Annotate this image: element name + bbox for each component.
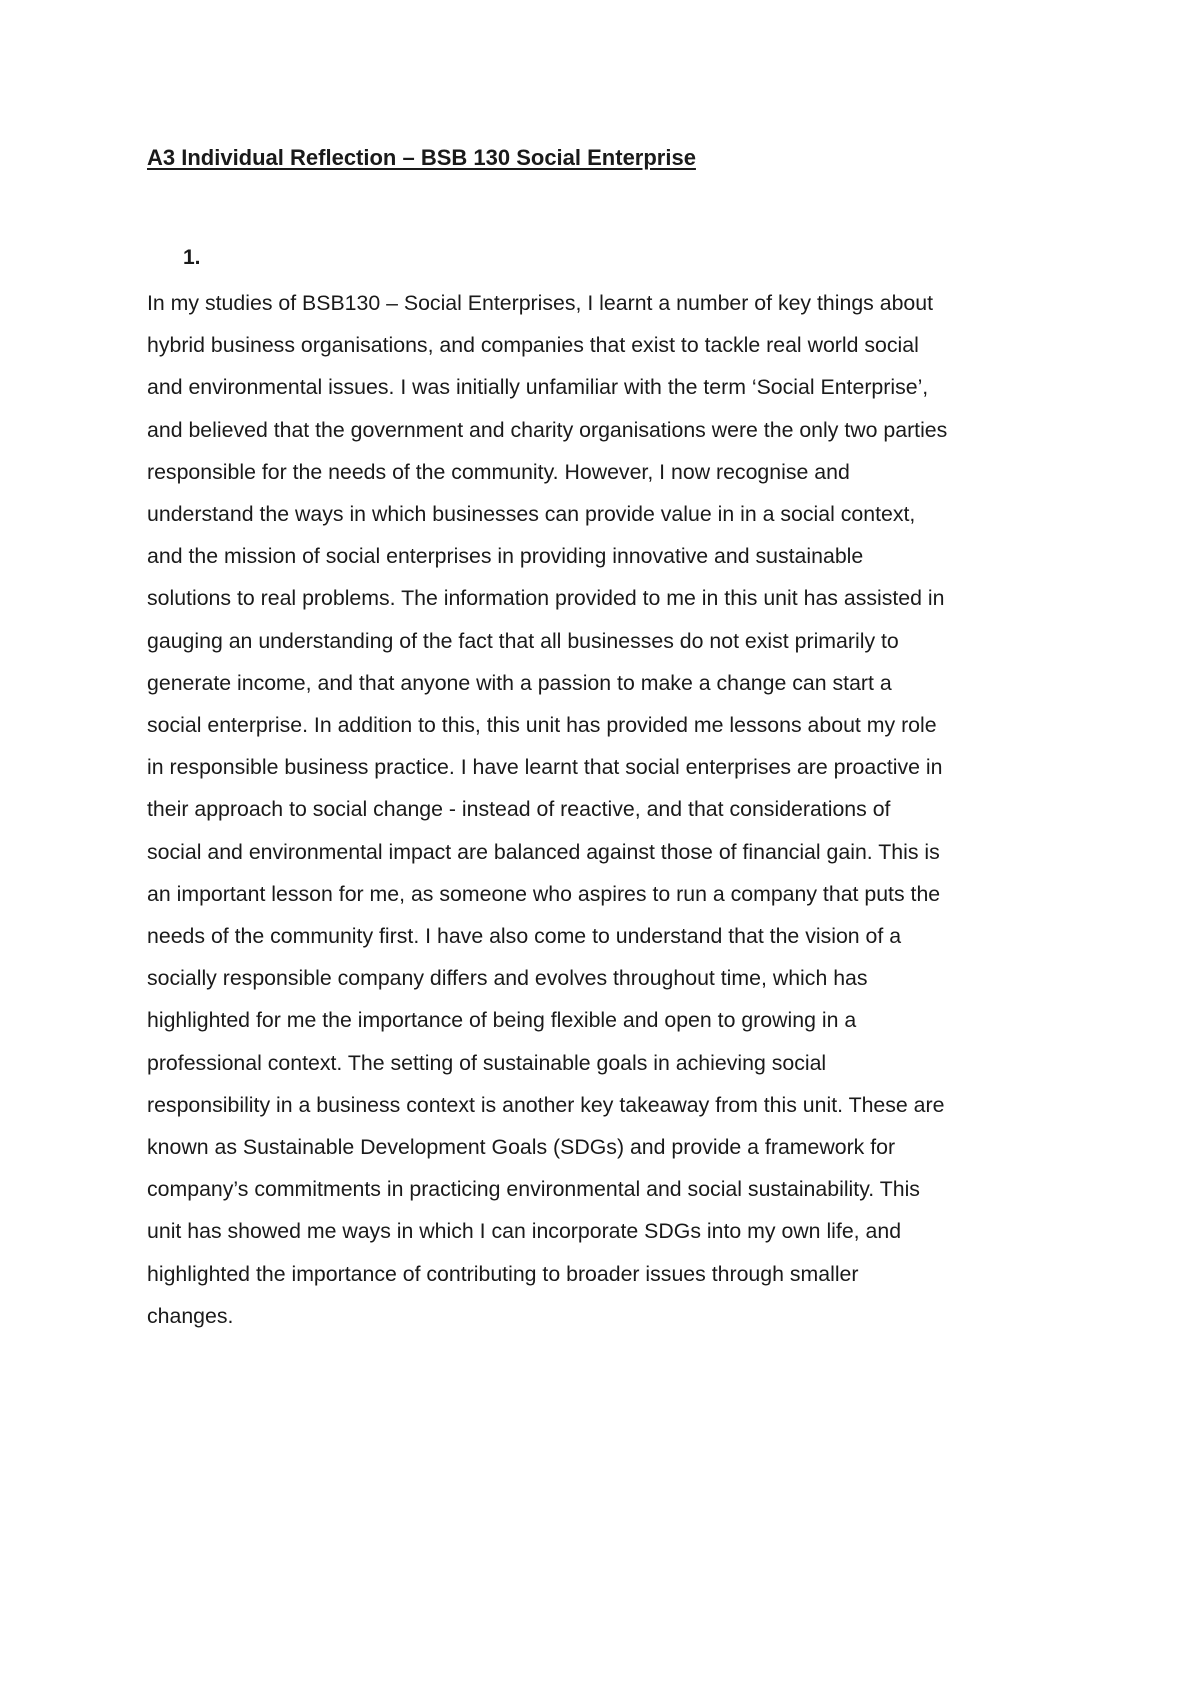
paragraph-line: socially responsible company differs and evolves throughout time, which has [147, 966, 868, 991]
document-title: A3 Individual Reflection – BSB 130 Social Enterprise [147, 145, 696, 170]
paragraph-line: professional context. The setting of sustainable goals in achieving social [147, 1050, 827, 1075]
paragraph-line: and the mission of social enterprises in providing innovative and sustainable [147, 544, 864, 569]
paragraph-line: changes. [147, 1303, 234, 1328]
paragraph-line: highlighted for me the importance of being flexible and open to growing in a [147, 1008, 857, 1033]
paragraph-line: responsible for the needs of the community. However, I now recognise and [147, 459, 850, 484]
paragraph-line: and believed that the government and charity organisations were the only two parties [147, 417, 948, 442]
paragraph-line: understand the ways in which businesses can provide value in in a social context, [147, 502, 916, 527]
reflection-paragraph [147, 282, 947, 1337]
paragraph-line: company’s commitments in practicing environmental and social sustainability. This [147, 1177, 920, 1202]
paragraph-line: generate income, and that anyone with a passion to make a change can start a [147, 670, 892, 695]
paragraph-line: needs of the community first. I have also come to understand that the vision of a [147, 924, 902, 949]
paragraph-line: In my studies of BSB130 – Social Enterprises, I learnt a number of key things about [147, 291, 934, 315]
paragraph-line: and environmental issues. I was initially unfamiliar with the term ‘Social Enterprise’, [147, 375, 929, 400]
paragraph-line: social and environmental impact are balanced against those of financial gain. This is [147, 839, 940, 864]
paragraph-line: known as Sustainable Development Goals (SDGs) and provide a framework for [147, 1135, 896, 1160]
section-number: 1. [183, 246, 201, 269]
paragraph-line: solutions to real problems. The information provided to me in this unit has assisted in [147, 586, 945, 611]
paragraph-line: unit has showed me ways in which I can incorporate SDGs into my own life, and [147, 1219, 902, 1244]
paragraph-line: responsibility in a business context is another key takeaway from this unit. These are [147, 1092, 945, 1117]
paragraph-line: their approach to social change - instead of reactive, and that considerations of [147, 797, 891, 822]
paragraph-line: gauging an understanding of the fact that all businesses do not exist primarily to [147, 628, 899, 653]
paragraph-line: an important lesson for me, as someone who aspires to run a company that puts the [147, 881, 941, 906]
paragraph-line: in responsible business practice. I have learnt that social enterprises are proactive in [147, 755, 943, 780]
paragraph-line: hybrid business organisations, and companies that exist to tackle real world social [147, 333, 919, 358]
paragraph-line: highlighted the importance of contributing to broader issues through smaller [147, 1261, 859, 1286]
paragraph-line: social enterprise. In addition to this, this unit has provided me lessons about my role [147, 713, 937, 738]
